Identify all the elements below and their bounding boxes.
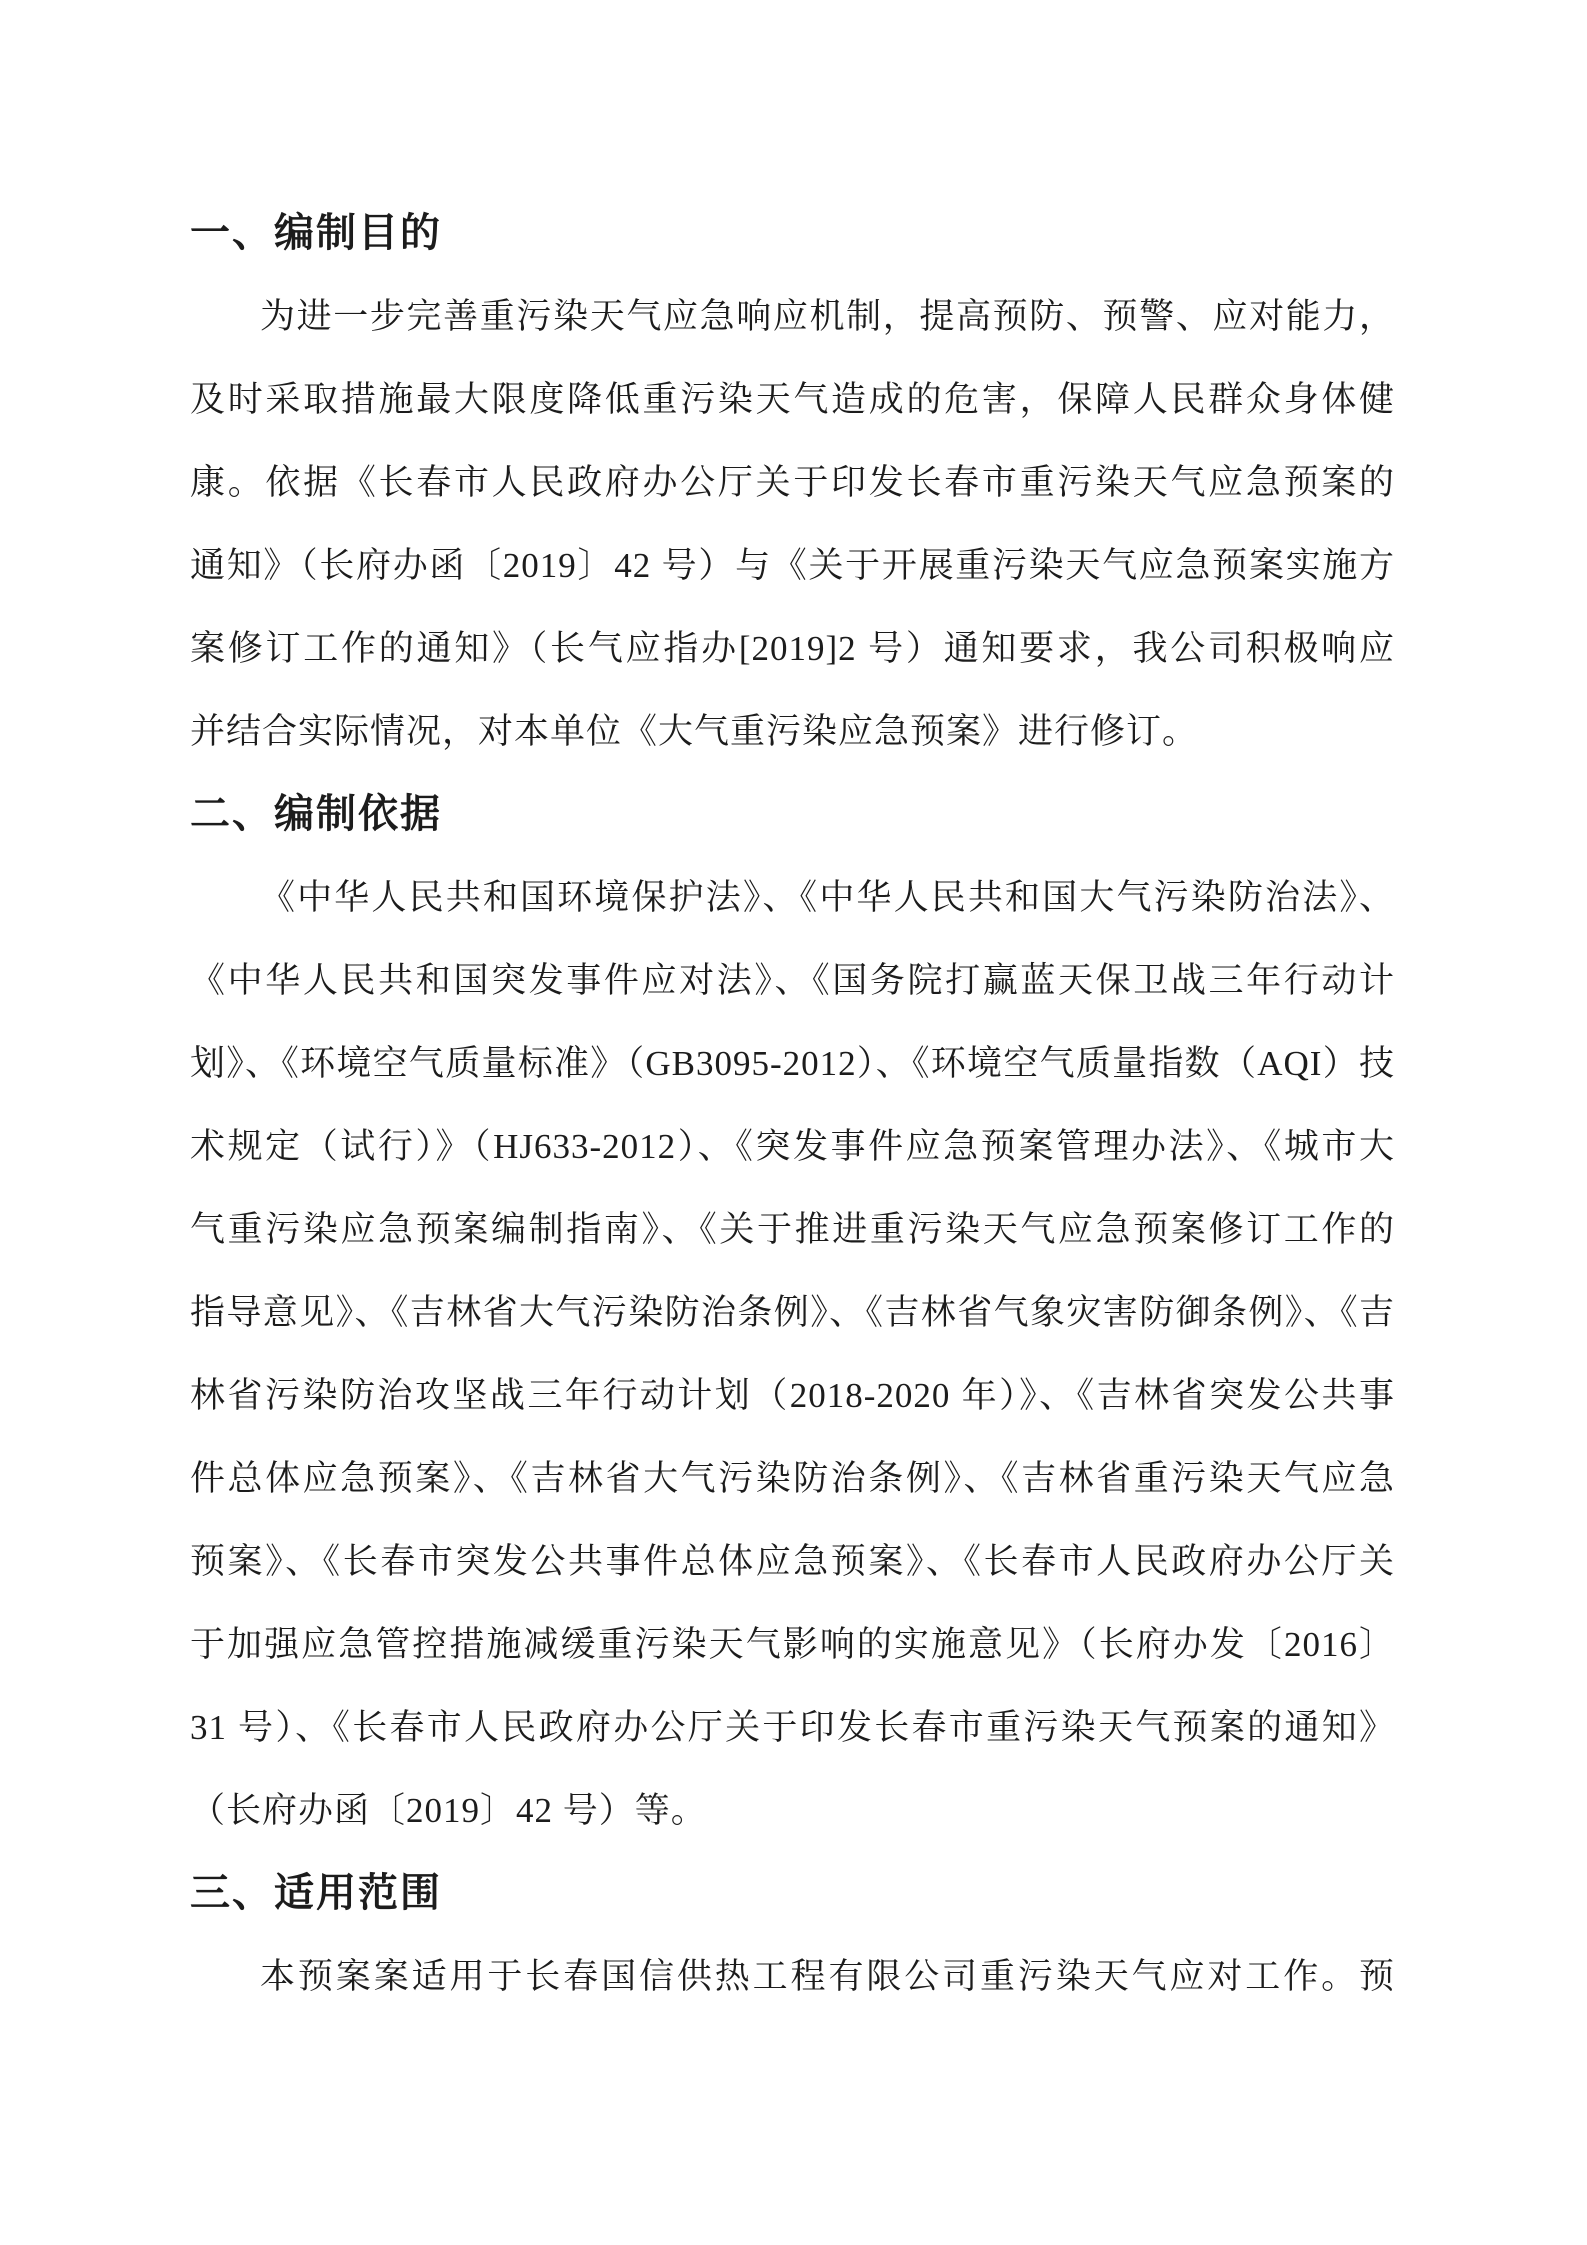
- section-2-text-line: 预案》、《长春市突发公共事件总体应急预案》、《长春市人民政府办公厅关: [190, 1542, 1395, 1581]
- section-3-heading: 三、适用范围: [190, 1871, 442, 1915]
- section-2-text-line: 31 号）、《长春市人民政府办公厅关于印发长春市重污染天气预案的通知》: [190, 1708, 1395, 1747]
- section-2-text-line: 件总体应急预案》、《吉林省大气污染防治条例》、《吉林省重污染天气应急: [190, 1459, 1395, 1498]
- section-3-text-line: 本预案案适用于长春国信供热工程有限公司重污染天气应对工作。预: [260, 1957, 1395, 1996]
- section-1-text-line: 及时采取措施最大限度降低重污染天气造成的危害，保障人民群众身体健: [190, 380, 1395, 419]
- section-1-text-line: 并结合实际情况，对本单位《大气重污染应急预案》进行修订。: [190, 712, 1199, 751]
- section-1-text-line: 康。依据《长春市人民政府办公厅关于印发长春市重污染天气应急预案的: [190, 463, 1395, 502]
- section-2-text-line: （长府办函〔2019〕42 号）等。: [190, 1791, 707, 1830]
- section-2-text-line: 指导意见》、《吉林省大气污染防治条例》、《吉林省气象灾害防御条例》、《吉: [190, 1293, 1395, 1332]
- document-text-block: [190, 192, 1395, 2018]
- section-2-text-line: 林省污染防治攻坚战三年行动计划（2018-2020 年）》、《吉林省突发公共事: [190, 1376, 1395, 1415]
- section-2-text-line: 划》、《环境空气质量标准》（GB3095-2012）、《环境空气质量指数（AQI）技: [190, 1044, 1395, 1083]
- section-1-heading: 一、编制目的: [190, 211, 442, 255]
- section-1-text-line: 为进一步完善重污染天气应急响应机制，提高预防、预警、应对能力，: [260, 297, 1395, 336]
- section-2-heading: 二、编制依据: [190, 792, 442, 836]
- section-2-text-line: 《中华人民共和国环境保护法》、《中华人民共和国大气污染防治法》、: [260, 878, 1395, 917]
- section-2-text-line: 《中华人民共和国突发事件应对法》、《国务院打赢蓝天保卫战三年行动计: [190, 961, 1395, 1000]
- section-1-text-line: 案修订工作的通知》（长气应指办[2019]2 号）通知要求，我公司积极响应: [190, 629, 1395, 668]
- section-2-text-line: 气重污染应急预案编制指南》、《关于推进重污染天气应急预案修订工作的: [190, 1210, 1395, 1249]
- section-2-text-line: 于加强应急管控措施减缓重污染天气影响的实施意见》（长府办发〔2016〕: [190, 1625, 1395, 1664]
- section-1-text-line: 通知》（长府办函〔2019〕42 号）与《关于开展重污染天气应急预案实施方: [190, 546, 1395, 585]
- section-2-text-line: 术规定（试行）》（HJ633-2012）、《突发事件应急预案管理办法》、《城市大: [190, 1127, 1395, 1166]
